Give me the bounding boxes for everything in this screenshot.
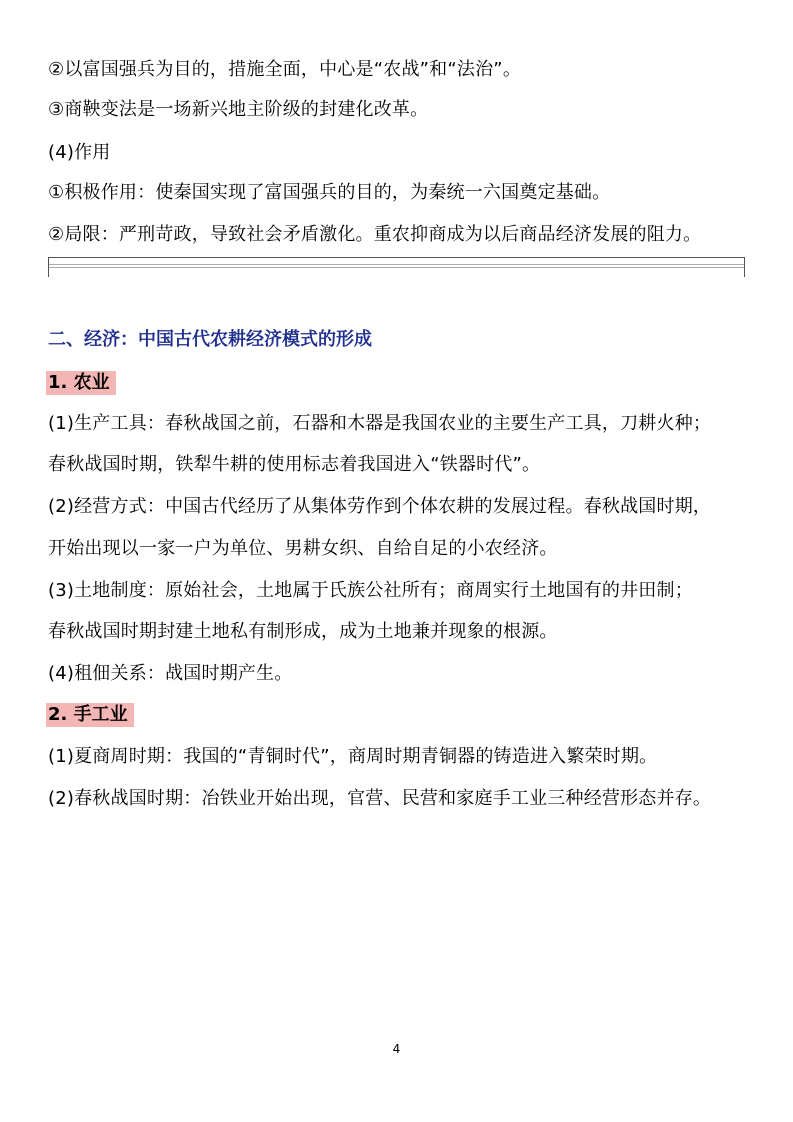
text-line: (1)生产工具：春秋战国之前，石器和木器是我国农业的主要生产工具，刀耕火种； [48,413,712,434]
text-line: 春秋战国时期，铁犁牛耕的使用标志着我国进入“铁器时代”。 [48,454,541,475]
text-line: (4)作用 [48,142,111,163]
divider-line [49,264,744,265]
sub-heading-handicraft: 2. 手工业 [46,703,134,727]
text-line: ②局限：严刑苛政，导致社会矛盾激化。重农抑商成为以后商品经济发展的阻力。 [48,224,702,245]
text-line: ①积极作用：使秦国实现了富国强兵的目的，为秦统一六国奠定基础。 [48,182,611,203]
text-line: (3)土地制度：原始社会，土地属于氏族公社所有；商周实行土地国有的井田制； [48,580,693,601]
section-title: 二、经济：中国古代农耕经济模式的形成 [48,329,372,350]
text-line: (2)春秋战国时期：冶铁业开始出现，官营、民营和家庭手工业三种经营形态并存。 [48,788,712,809]
text-line: 春秋战国时期封建土地私有制形成，成为土地兼并现象的根源。 [48,621,558,642]
divider-line [49,267,744,268]
text-line: (2)经营方式：中国古代经历了从集体劳作到个体农耕的发展过程。春秋战国时期， [48,496,712,517]
divider-frame [48,257,745,277]
text-line: (1)夏商周时期：我国的“青铜时代”，商周时期青铜器的铸造进入繁荣时期。 [48,746,658,767]
text-line: (4)租佃关系：战国时期产生。 [48,663,293,684]
text-line: ②以富国强兵为目的，措施全面，中心是“农战”和“法治”。 [48,59,522,80]
text-line: 开始出现以一家一户为单位、男耕女织、自给自足的小农经济。 [48,538,558,559]
text-line: ③商鞅变法是一场新兴地主阶级的封建化改革。 [48,99,429,120]
page-number: 4 [392,1042,401,1056]
sub-heading-agriculture: 1. 农业 [46,371,116,395]
